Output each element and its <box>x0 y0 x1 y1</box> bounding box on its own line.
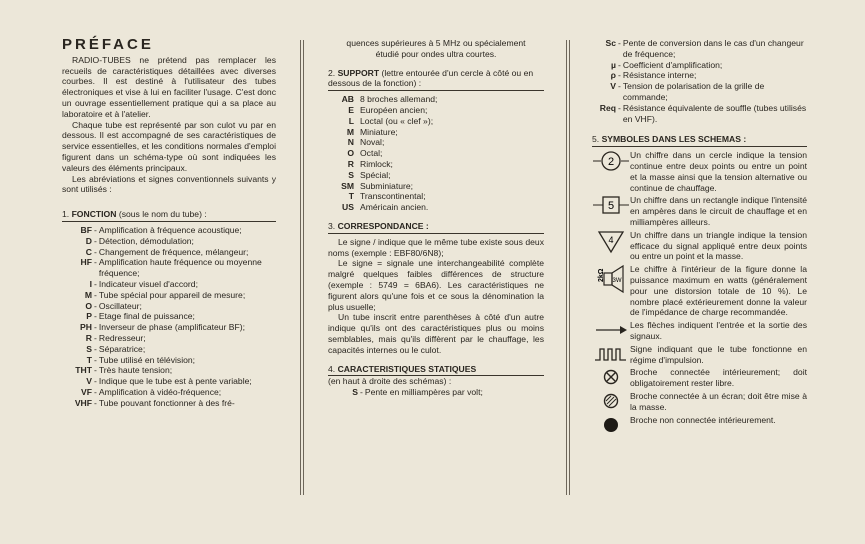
circled-number-icon <box>592 150 630 172</box>
preface-paragraph: Les abréviations et signes conventionnels suivants y sont utilisés : <box>62 173 276 195</box>
list-item: AB 8 broches allemand; <box>341 94 438 105</box>
list-item: M Miniature; <box>346 126 398 137</box>
list-item: R - Redresseur; <box>85 332 146 343</box>
svg-text:3W: 3W <box>612 278 622 285</box>
list-item: C - Changement de fréquence, mélangeur; <box>85 246 249 257</box>
list-item: M - Tube spécial pour appareil de mesure; <box>84 289 246 300</box>
symbol-entry <box>592 367 807 389</box>
list-item: S Spécial; <box>348 169 391 180</box>
fonction-list <box>62 225 276 409</box>
symbol-description: Broche non connectée intérieurement. <box>630 414 776 425</box>
correspondance-paragraph: Le signe = signale une interchangeabilité complète malgré quelques faibles différences de structure (exemple : 5749 = 6BA6). Les caractéristiques ne figurent alors qu'une fois et ce sous la dénomination la plus usuelle; <box>328 258 544 312</box>
list-item: E Européen ancien; <box>348 104 428 115</box>
svg-text:4: 4 <box>608 234 614 245</box>
svg-text:2kΩ: 2kΩ <box>598 268 605 283</box>
section-heading-fonction: 1. FONCTION (sous le nom du tube) : <box>62 209 276 222</box>
list-item: V - Indique que le tube est à pente variable; <box>86 376 252 387</box>
list-item: O - Oscillateur; <box>85 300 142 311</box>
list-item: T - Tube utilisé en télévision; <box>86 354 196 365</box>
list-item: µ - Coefficient d'amplification; <box>611 59 723 70</box>
list-item: HF - Amplification haute fréquence ou moyenne fréquence; <box>80 257 262 279</box>
preface-paragraph: Chaque tube est représenté par son culot vu par en dessous. Il est accompagné de ses caractéristiques de service essentielles, et les conditions normales d'emploi figurent dans un schéma-type où sont indiquées les valeurs des éléments principaux. <box>62 119 276 173</box>
column-divider <box>300 40 301 495</box>
list-item: T Transcontinental; <box>348 191 426 202</box>
list-item: Sc - Pente de conversion dans le cas d'un changeur de fréquence; <box>605 38 804 59</box>
list-item: ρ - Résistance interne; <box>610 70 697 81</box>
correspondance-paragraph: Un tube inscrit entre parenthèses à côté d'un autre indique qu'ils ont des caractéristiques plus ou moins semblables, mais qu'ils diffèrent par le chauffage, les capacités internes ou le culot. <box>328 312 544 355</box>
preface-paragraph: RADIO-TUBES ne prétend pas remplacer les recueils de caractéristiques détaillées avec diverses courbes. Il est destiné à l'utilisateur des tubes électroniques et vise à lui en faciliter l'usage. C'est donc un ouvrage essentiellement pratique qui a sa place au laboratoire et à l'atelier. <box>62 54 276 119</box>
section-heading-correspondance: 3. CORRESPONDANCE : <box>328 221 544 234</box>
symbol-entry <box>592 264 807 318</box>
caracteristiques-list <box>328 387 544 398</box>
list-item: S - Séparatrice; <box>86 343 146 354</box>
symbol-entry <box>592 230 807 262</box>
list-item: L Loctal (ou « clef »); <box>348 115 434 126</box>
list-item: THT - Très haute tension; <box>75 365 173 376</box>
list-item: VHF - Tube pouvant fonctionner à des fré- <box>74 397 235 408</box>
section-heading-support: 2. SUPPORT (lettre entourée d'un cercle à côté ou en dessous de la fonction) : <box>328 68 544 92</box>
symbol-description: Signe indiquant que le tube fonctionne en régime d'impulsion. <box>630 343 807 365</box>
hatched-circle-icon <box>592 391 630 411</box>
symbol-description: Un chiffre dans un cercle indique la tension continue entre deux points ou entre un point et la masse ainsi que la tension alternative ou continue de chauffage. <box>630 150 807 193</box>
preface-title: PRÉFACE <box>62 36 154 53</box>
svg-text:5: 5 <box>607 200 615 213</box>
list-item: VF - Amplification à vidéo-fréquence; <box>81 386 222 397</box>
list-item: PH - Inverseur de phase (amplificateur BF); <box>80 322 246 333</box>
symbol-entry <box>592 391 807 413</box>
column-divider <box>303 40 304 495</box>
symbol-description: Un chiffre dans un triangle indique la tension efficace du signal appliqué entre deux points ou entre un point et la masse. <box>630 229 807 262</box>
boxed-number-icon <box>592 195 630 215</box>
list-item: BF - Amplification à fréquence acoustique; <box>80 224 242 235</box>
list-item: O Octal; <box>347 148 383 159</box>
symbol-description: Broche connectée à un écran; doit être mise à la masse. <box>630 390 807 412</box>
correspondance-paragraph: Le signe / indique que le même tube existe sous deux noms (exemple : EBF80/6N8); <box>328 236 544 258</box>
triangle-number-icon <box>592 230 630 254</box>
column-middle <box>328 38 544 398</box>
symbol-description: Les flèches indiquent l'entrée et la sortie des signaux. <box>630 320 807 341</box>
speaker-icon <box>592 264 630 294</box>
column-divider <box>569 40 570 495</box>
list-item: V - Tension de polarisation de la grille de commande; <box>610 81 765 102</box>
symbol-entry <box>592 415 807 435</box>
symbol-description: Le chiffre à l'intérieur de la figure donne la puissance maximum en watts (généralement pour une distorsion totale de 10 %). Le nombre placé extérieurement donne la valeur de l'impédance de charge recommandée. <box>630 264 807 318</box>
section-heading-symboles: 5. SYMBOLES DANS LES SCHEMAS : <box>592 134 807 147</box>
column-divider <box>566 40 567 495</box>
list-item: N Noval; <box>347 137 385 148</box>
crossed-circle-icon <box>592 367 630 387</box>
symbol-entry <box>592 344 807 366</box>
symbol-entry <box>592 195 807 227</box>
svg-text:2: 2 <box>607 156 615 169</box>
list-item: S - Pente en milliampères par volt; <box>352 387 483 398</box>
symbol-description: Broche connectée intérieurement; doit obligatoirement rester libre. <box>630 367 807 389</box>
parameters-list <box>586 38 807 124</box>
list-item: Req - Résistance équivalente de souffle (tubes utilisés en VHF). <box>599 102 807 124</box>
list-item: R Rimlock; <box>347 158 393 169</box>
column-right <box>592 38 807 437</box>
continued-text: quences supérieures à 5 MHz ou spécialement étudié pour ondes ultra courtes. <box>346 38 526 59</box>
pulse-icon <box>592 344 630 364</box>
arrow-icon <box>592 320 630 340</box>
list-item: US Américain ancien. <box>342 202 429 213</box>
section-heading-caracteristiques: 4. CARACTERISTIQUES STATIQUES <box>328 364 544 377</box>
list-item: D - Détection, démodulation; <box>85 235 194 246</box>
filled-circle-icon <box>592 415 630 435</box>
symbol-entry <box>592 320 807 342</box>
caracteristiques-note: (en haut à droite des schémas) : <box>328 376 452 387</box>
support-list <box>328 94 544 213</box>
list-item: SM Subminiature; <box>341 180 414 191</box>
symbol-entry <box>592 150 807 193</box>
list-item: I - Indicateur visuel d'accord; <box>89 278 198 289</box>
column-left <box>62 38 276 409</box>
symbol-description: Un chiffre dans un rectangle indique l'intensité en ampères dans le circuit de chauffage et en milliampères ailleurs. <box>630 195 807 227</box>
list-item: P - Etage final de puissance; <box>86 311 195 322</box>
